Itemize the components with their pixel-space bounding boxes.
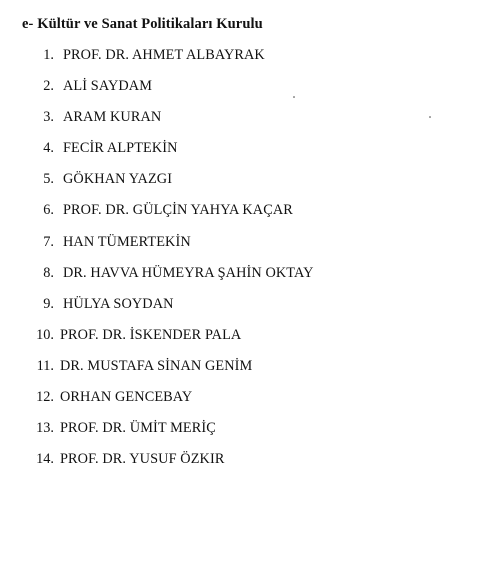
- item-number: 10.: [36, 326, 54, 343]
- member-name: HÜLYA SOYDAN: [63, 295, 174, 312]
- item-number: 13.: [36, 420, 54, 437]
- scan-speck: [293, 96, 295, 98]
- item-number: 5.: [43, 171, 54, 188]
- member-name: PROF. DR. AHMET ALBAYRAK: [63, 47, 265, 63]
- item-number: 8.: [43, 264, 54, 281]
- item-number: 7.: [43, 233, 54, 250]
- item-number: 4.: [43, 140, 54, 157]
- item-number: 9.: [43, 295, 54, 312]
- item-number: 6.: [43, 202, 54, 219]
- scan-speck: [429, 116, 431, 118]
- member-name: ORHAN GENCEBAY: [60, 389, 193, 406]
- item-number: 12.: [36, 389, 54, 406]
- member-name: DR. HAVVA HÜMEYRA ŞAHİN OKTAY: [63, 264, 314, 281]
- member-name: HAN TÜMERTEKİN: [63, 233, 191, 250]
- item-number: 2.: [43, 78, 54, 95]
- member-name: DR. MUSTAFA SİNAN GENİM: [60, 357, 253, 374]
- member-name: GÖKHAN YAZGI: [63, 171, 173, 188]
- member-name: PROF. DR. GÜLÇİN YAHYA KAÇAR: [63, 202, 293, 219]
- member-name: PROF. DR. YUSUF ÖZKIR: [60, 451, 225, 468]
- section-heading: e- Kültür ve Sanat Politikaları Kurulu: [22, 16, 263, 32]
- member-name: PROF. DR. ÜMİT MERİÇ: [60, 420, 216, 437]
- item-number: 3.: [43, 109, 54, 126]
- member-name: ALİ SAYDAM: [63, 78, 153, 95]
- member-name: ARAM KURAN: [63, 109, 162, 126]
- member-name: FECİR ALPTEKİN: [63, 140, 178, 157]
- member-name: PROF. DR. İSKENDER PALA: [60, 326, 242, 343]
- item-number: 11.: [36, 357, 54, 374]
- item-number: 1.: [43, 47, 54, 63]
- item-number: 14.: [36, 451, 54, 468]
